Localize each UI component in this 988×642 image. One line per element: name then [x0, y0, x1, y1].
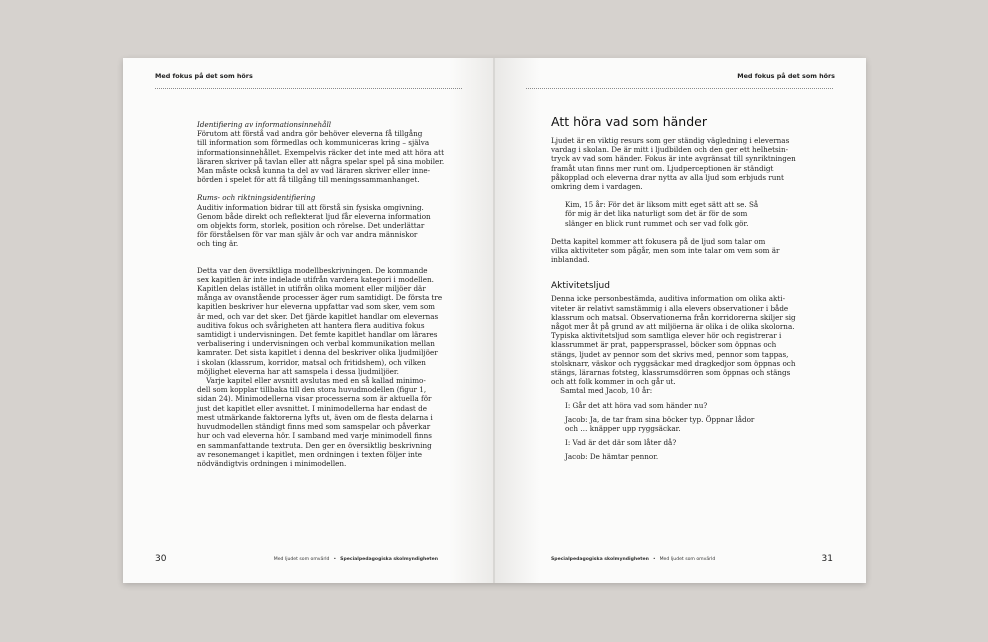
interview-dialog [551, 401, 791, 462]
page-number: 31 [821, 554, 833, 564]
text-line: dell som kopplar tillbaka till den stora huvudmodellen (figur 1, [197, 385, 427, 395]
dialog-line: Jacob: Ja, de tar fram sina böcker typ. Öppnar lådor [565, 414, 755, 424]
text-line: i skolan (klassrum, korridor, matsal och fritidshem), och vilken [197, 357, 426, 367]
section-title: Identifiering av informationsinnehåll [197, 120, 332, 129]
text-line: framåt utan finns mer runt om. Ljudperceptionen är ständigt [551, 163, 774, 173]
paragraph [197, 203, 440, 249]
text-line: stängs, lärarnas fotsteg, klassrumsdörren som öppnas och stängs [551, 368, 791, 378]
text-line: Detta var den översiktliga modellbeskrivningen. De kommande [197, 265, 428, 275]
running-head: Med fokus på det som hörs [155, 72, 253, 80]
paragraph [551, 237, 791, 265]
paragraph [551, 136, 796, 192]
text-line: Kapitlen delas istället in utifrån olika moment eller miljöer där [197, 284, 426, 294]
text-line: läraren skriver på tavlan eller att några spelar spel på sina mobiler. [197, 156, 445, 166]
text-line: samtidigt i undervisningen. Det femte kapitlet handlar om lärares [197, 330, 438, 340]
footer-book-title: Med ljudet som omvärld [273, 557, 330, 562]
footer-publisher: Specialpedagogiska skolmyndigheten [551, 557, 649, 562]
text-line: auditiva fokus och svårigheten att hantera flera auditiva fokus [197, 320, 425, 330]
footer-book-title: Med ljudet som omvärld [659, 557, 716, 562]
text-line: är med, och var det sker. Det fjärde kapitlet handlar om elevernas [197, 311, 439, 321]
footer-publisher: Specialpedagogiska skolmyndigheten [340, 557, 438, 562]
paragraph [197, 265, 443, 468]
bullet-icon: • [333, 557, 337, 562]
page-footer [551, 557, 715, 562]
text-line: Auditiv information bidrar till att förstå sin fysiska omgivning. [197, 202, 424, 212]
text-line: Ljudet är en viktig resurs som ger ständig vägledning i elevernas [551, 136, 790, 145]
text-line: stolsknarr, väskor och ryggsäckar med dragkedjor som öppnas och [551, 358, 796, 368]
chapter-heading: Att höra vad som händer [551, 114, 707, 129]
text-line: mest utmärkande faktorerna lyfts ut, även om de flesta delarna i [197, 412, 433, 422]
text-line: vardag i skolan. De är mitt i ljudbilden och den ger ett helhetsin- [551, 145, 789, 155]
paragraph [197, 129, 445, 185]
text-line: viteter är relativt samstämmig i alla elevers observationer i både [551, 303, 789, 313]
section-title: Rums- och riktningsidentifiering [197, 193, 316, 203]
text-line: Typiska aktivitetsljud som samtliga elever hör och registrerar i [551, 331, 782, 341]
dialog-line: och … knäpper upp ryggsäckar. [565, 424, 681, 434]
bullet-icon: • [652, 557, 656, 562]
running-head: Med fokus på det som hörs [737, 72, 835, 80]
text-line: och att folk kommer in och går ut. [551, 377, 676, 387]
left-body-text [197, 120, 445, 468]
paragraph [551, 294, 796, 396]
text-line: för mig är det lika naturligt som det är för de som [565, 209, 748, 219]
text-line: och ting är. [197, 239, 239, 249]
dialog-line: I: Går det att höra vad som händer nu? [565, 400, 708, 410]
text-line: sidan 24). Minimodellerna visar processerna som är aktuella för [197, 394, 432, 404]
header-dotted-rule [155, 88, 462, 89]
text-line: hur och vad eleverna hör. I samband med varje minimodell finns [197, 431, 432, 441]
dialog-line: Jacob: De hämtar pennor. [565, 452, 659, 462]
text-line: just det kapitlet eller avsnittet. I minimodellerna har endast de [197, 403, 427, 413]
text-line: möjlighet eleverna har att samspela i dessa ljudmiljöer. [197, 366, 399, 376]
dialog-line: I: Vad är det där som låter då? [565, 438, 677, 448]
header-dotted-rule [526, 88, 833, 89]
text-line: Samtal med Jacob, 10 år: [551, 386, 653, 396]
text-line: informationsinnehållet. Exempelvis räcker det inte med att höra att [197, 147, 444, 157]
text-line: nödvändigtvis ordningen i minimodellen. [197, 458, 347, 468]
text-line: verbalisering i undervisningen och verbal kommunikation mellan [197, 339, 435, 349]
text-line: en sammanfattande textruta. Den ger en översiktlig beskrivning [197, 440, 432, 450]
text-line: av resonemanget i kapitlet, men ordningen i texten följer inte [197, 449, 423, 459]
text-line: klassrummet är prat, pappersprassel, böcker som öppnas och [551, 340, 777, 350]
book-spread [123, 58, 866, 583]
text-line: Varje kapitel eller avsnitt avslutas med en så kallad minimo- [197, 376, 426, 386]
text-line: börden i spelet för att få tillgång till meningssammanhanget. [197, 175, 420, 185]
text-line: Genom både direkt och reflekterat ljud får eleverna information [197, 211, 431, 221]
text-line: kamrater. Det sista kapitlet i denna del beskriver olika ljudmiljöer [197, 348, 438, 358]
block-quote [551, 200, 791, 228]
page-number: 30 [155, 554, 167, 564]
text-line: Förutom att förstå vad andra gör behöver eleverna få tillgång [197, 129, 423, 139]
text-line: för förståelsen för var man själv är och var andra människor [197, 230, 418, 240]
right-body-text [551, 114, 796, 462]
text-line: många av ovanstående processer äger rum samtidigt. De första tre [197, 293, 443, 303]
text-line: inblandad. [551, 255, 590, 265]
text-line: påkopplad och eleverna drar nytta av alla ljud som erbjuds runt [551, 172, 784, 182]
right-page [495, 58, 866, 583]
text-line: klassrum och matsal. Observationerna från korridorerna skiljer sig [551, 312, 796, 322]
text-line: Man måste också kunna ta del av vad läraren skriver eller inne- [197, 166, 431, 176]
text-line: sex kapitlen är inte indelade utifrån vardera kategori i modellen. [197, 274, 434, 284]
text-line: omkring dem i vardagen. [551, 182, 643, 192]
text-line: Denna icke personbestämda, auditiva information om olika akti- [551, 294, 786, 304]
text-line: till information som förmedlas och kommuniceras kring – själva [197, 138, 430, 148]
text-line: kapitlen beskriver hur eleverna uppfattar vad som sker, vem som [197, 302, 435, 312]
text-line: vilka aktiviteter som pågår, men som inte talar om vem som är [551, 246, 780, 256]
text-line: huvudmodellen ständigt finns med som samspelar och påverkar [197, 422, 431, 432]
text-line: Detta kapitel kommer att fokusera på de ljud som talar om [551, 236, 766, 246]
page-footer [274, 557, 438, 562]
text-line: slänger en blick runt rummet och ser vad folk gör. [565, 218, 749, 228]
text-line: stängs, ljudet av pennor som det skrivs med, pennor som tappas, [551, 349, 789, 359]
text-line: något mer åt på grund av att miljöerna är olika i de olika skolorna. [551, 322, 795, 332]
text-line: tryck av vad som händer. Fokus är inte avgränsat till synriktningen [551, 154, 796, 164]
left-page [123, 58, 494, 583]
text-line: Kim, 15 år: För det är liksom mitt eget sätt att se. Så [565, 200, 759, 210]
text-line: om objekts form, storlek, position och rörelse. Det underlättar [197, 221, 425, 231]
subheading: Aktivitetsljud [551, 281, 610, 292]
